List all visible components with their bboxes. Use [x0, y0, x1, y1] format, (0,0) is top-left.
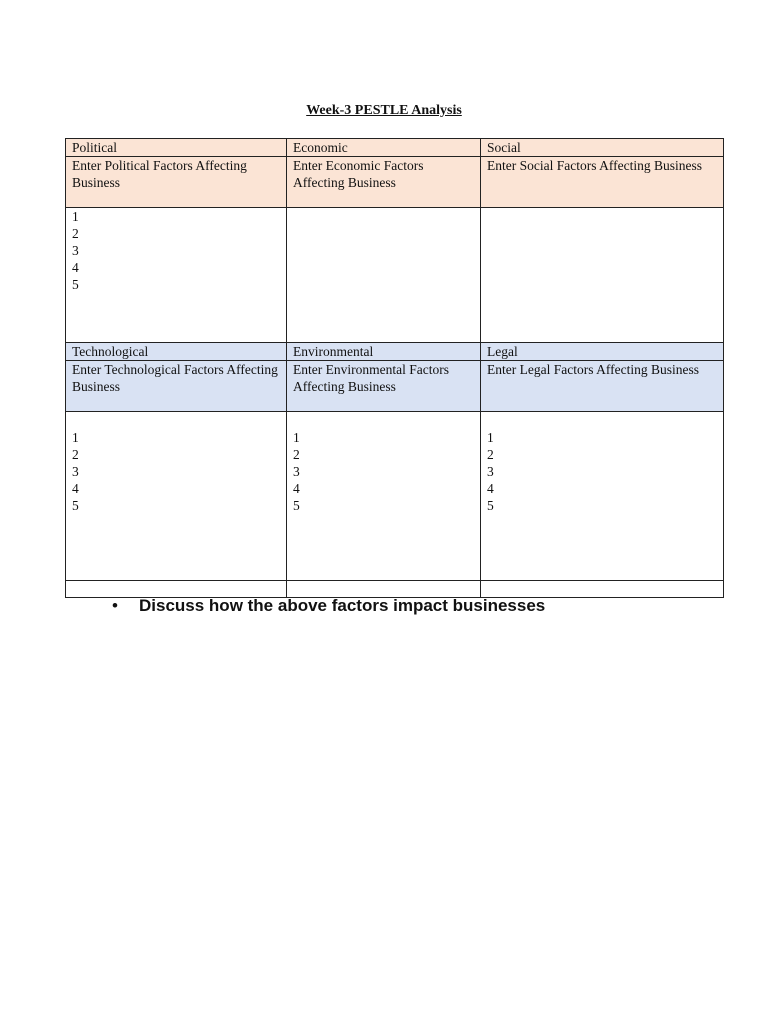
desc-political[interactable]: Enter Political Factors Affecting Business	[66, 157, 287, 208]
empty-cell[interactable]	[481, 581, 724, 598]
list-item: 3	[72, 464, 79, 479]
table-row	[66, 139, 724, 157]
list-item: 5	[72, 277, 79, 292]
list-item: 2	[72, 226, 79, 241]
list-cell-economic[interactable]	[287, 208, 481, 343]
header-social: Social	[481, 139, 724, 157]
number-list	[72, 429, 280, 514]
desc-social[interactable]: Enter Social Factors Affecting Business	[481, 157, 724, 208]
empty-cell[interactable]	[66, 581, 287, 598]
table-row	[66, 581, 724, 598]
table-row	[66, 343, 724, 361]
empty-cell[interactable]	[287, 581, 481, 598]
table-row	[66, 157, 724, 208]
list-item: 3	[293, 464, 300, 479]
list-item: 4	[293, 481, 300, 496]
list-item: 3	[487, 464, 494, 479]
list-item: 1	[487, 430, 494, 445]
list-item: 4	[72, 260, 79, 275]
header-environmental: Environmental	[287, 343, 481, 361]
list-item: 1	[72, 209, 79, 224]
list-item: 5	[487, 498, 494, 513]
header-legal: Legal	[481, 343, 724, 361]
list-cell-social[interactable]	[481, 208, 724, 343]
list-cell-technological[interactable]	[66, 412, 287, 581]
bullet-icon: •	[112, 596, 118, 615]
number-list	[487, 429, 717, 514]
list-cell-legal[interactable]	[481, 412, 724, 581]
list-item: 1	[72, 430, 79, 445]
desc-environmental[interactable]: Enter Environmental Factors Affecting Business	[287, 361, 481, 412]
table-row	[66, 412, 724, 581]
header-political: Political	[66, 139, 287, 157]
desc-technological[interactable]: Enter Technological Factors Affecting Business	[66, 361, 287, 412]
list-item: 2	[487, 447, 494, 462]
pestle-table	[65, 138, 724, 598]
list-cell-political[interactable]	[66, 208, 287, 343]
list-item: 3	[72, 243, 79, 258]
header-economic: Economic	[287, 139, 481, 157]
bullet-text: Discuss how the above factors impact businesses	[139, 596, 546, 615]
list-item: 4	[487, 481, 494, 496]
desc-legal[interactable]: Enter Legal Factors Affecting Business	[481, 361, 724, 412]
table-row	[66, 208, 724, 343]
list-item: 2	[293, 447, 300, 462]
list-cell-environmental[interactable]	[287, 412, 481, 581]
table-row	[66, 361, 724, 412]
page-title: Week-3 PESTLE Analysis	[306, 103, 462, 118]
number-list	[72, 208, 280, 293]
list-item: 5	[293, 498, 300, 513]
list-item: 1	[293, 430, 300, 445]
number-list	[293, 429, 474, 514]
list-item: 2	[72, 447, 79, 462]
desc-economic[interactable]: Enter Economic Factors Affecting Business	[287, 157, 481, 208]
list-item: 5	[72, 498, 79, 513]
header-technological: Technological	[66, 343, 287, 361]
list-item: 4	[72, 481, 79, 496]
